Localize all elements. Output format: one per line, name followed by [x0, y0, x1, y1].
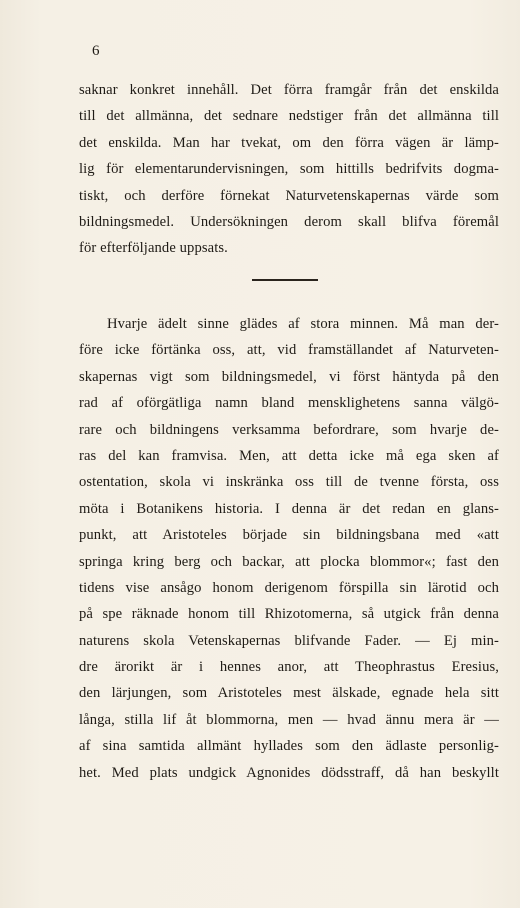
- text-line: dre ärorikt är i hennes anor, att Theophrastus Eresius,: [79, 659, 499, 676]
- text-line: springa kring berg och backar, att plocka blommor«; fast den: [79, 553, 499, 570]
- text-line: rad af oförgätliga namn bland mensklighetens sanna välgö-: [79, 395, 499, 412]
- text-line: rare och bildningens verksamma befordrare, som hvarje de-: [79, 421, 499, 438]
- text-line: möta i Botanikens historia. I denna är det redan en glans-: [79, 500, 499, 517]
- text-line: af sina samtida allmänt hyllades som den ädlaste personlig-: [79, 738, 499, 755]
- text-line: det enskilda. Man har tvekat, om den förra vägen är lämp-: [79, 134, 499, 151]
- text-line: den lärjungen, som Aristoteles mest älskade, egnade hela sitt: [79, 685, 499, 702]
- text-line: saknar konkret innehåll. Det förra framgår från det enskilda: [79, 82, 499, 98]
- text-line: lig för elementarundervisningen, som hittills bedrifvits dogma-: [79, 161, 499, 178]
- text-line: tidens vise ansågo honom derigenom förspilla sin lärotid och: [79, 579, 499, 596]
- text-line: till det allmänna, det sednare nedstiger från det allmänna till: [79, 108, 499, 125]
- text-line: het. Med plats undgick Agnonides dödsstraff, då han beskyllt: [79, 764, 499, 781]
- paragraph-1: [79, 77, 499, 262]
- text-line: på spe räknade honom till Rhizotomerna, så utgick från denna: [79, 606, 499, 623]
- section-separator: [252, 279, 318, 281]
- text-line: ostentation, skola vi inskränka oss till de tvenne första, oss: [79, 474, 499, 491]
- text-line: före icke förtänka oss, att, vid framställandet af Naturveten-: [79, 342, 499, 359]
- text-line: skapernas vigt som bildningsmedel, vi först häntyda på den: [79, 368, 499, 385]
- text-line: Hvarje ädelt sinne glädes af stora minnen. Må man der-: [107, 316, 499, 332]
- text-line: långa, stilla lif åt blommorna, men — hvad ännu mera är —: [79, 711, 499, 728]
- text-line: för efterföljande uppsats.: [79, 240, 228, 257]
- text-line: naturens skola Vetenskapernas blifvande Fader. — Ej min-: [79, 632, 499, 649]
- page-number: 6: [92, 43, 100, 59]
- text-line: tiskt, och derföre förnekat Naturvetenskapernas värde som: [79, 187, 499, 204]
- text-line: ras del kan framvisa. Men, att detta icke må ega sken af: [79, 447, 499, 464]
- text-line: bildningsmedel. Undersökningen derom skall blifva föremål: [79, 213, 499, 230]
- text-line: punkt, att Aristoteles började sin bildningsbana med «att: [79, 527, 499, 544]
- paragraph-2: [79, 311, 499, 786]
